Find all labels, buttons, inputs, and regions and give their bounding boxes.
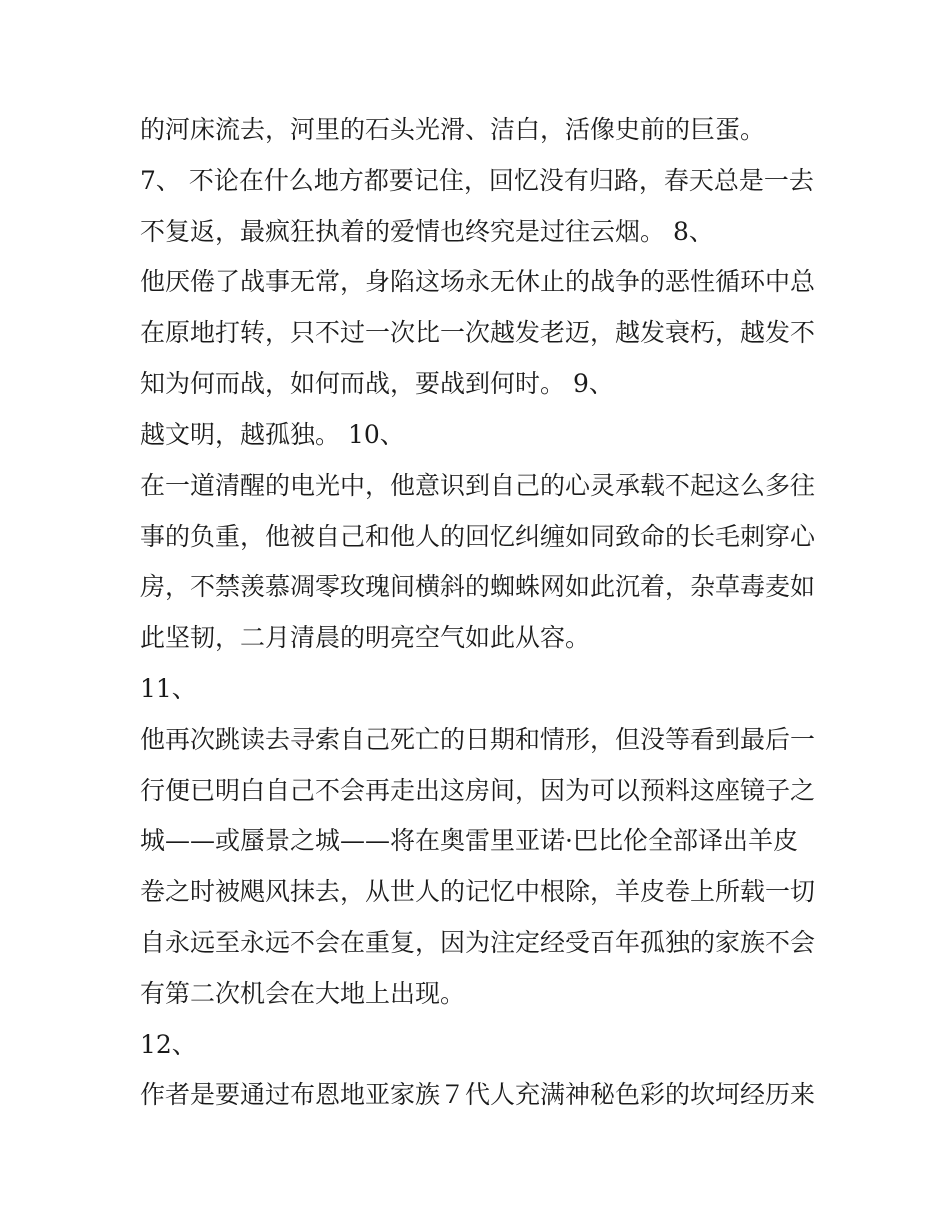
text-line-14: 行便已明白自己不会再走出这房间，因为可以预料这座镜子之 (140, 776, 816, 805)
text-line-7: 越文明，越孤独。 10、 (140, 420, 405, 449)
text-line-16: 卷之时被飓风抹去，从世人的记忆中根除，羊皮卷上所载一切 (140, 877, 816, 906)
text-line-12: 11、 (140, 674, 197, 703)
text-line-9: 事的负重，他被自己和他人的回忆纠缠如同致命的长毛刺穿心 (140, 522, 816, 551)
text-line-15: 城——或蜃景之城——将在奥雷里亚诺·巴比伦全部译出羊皮 (140, 826, 798, 855)
text-line-8: 在一道清醒的电光中，他意识到自己的心灵承载不起这么多往 (140, 471, 816, 500)
text-line-6: 知为何而战，如何而战，要战到何时。 9、 (140, 369, 614, 398)
text-line-20: 作者是要通过布恩地亚家族７代人充满神秘色彩的坎坷经历来 (140, 1080, 816, 1109)
text-line-5: 在原地打转，只不过一次比一次越发老迈，越发衰朽，越发不 (140, 318, 816, 347)
text-line-1: 的河床流去，河里的石头光滑、洁白，活像史前的巨蛋。 (140, 115, 766, 144)
text-line-4: 他厌倦了战事无常，身陷这场永无休止的战争的恶性循环中总 (140, 267, 816, 296)
text-line-17: 自永远至永远不会在重复，因为注定经受百年孤独的家族不会 (140, 928, 816, 957)
text-line-18: 有第二次机会在大地上出现。 (140, 979, 466, 1008)
text-line-19: 12、 (140, 1030, 197, 1059)
text-line-3: 不复返，最疯狂执着的爱情也终究是过往云烟。 8、 (140, 217, 714, 246)
text-line-10: 房，不禁羡慕凋零玫瑰间横斜的蜘蛛网如此沉着，杂草毒麦如 (140, 572, 816, 601)
text-line-2: 7、 不论在什么地方都要记住，回忆没有归路，春天总是一去 (140, 166, 814, 195)
text-line-13: 他再次跳读去寻索自己死亡的日期和情形，但没等看到最后一 (140, 725, 816, 754)
text-line-11: 此坚韧，二月清晨的明亮空气如此从容。 (140, 623, 591, 652)
